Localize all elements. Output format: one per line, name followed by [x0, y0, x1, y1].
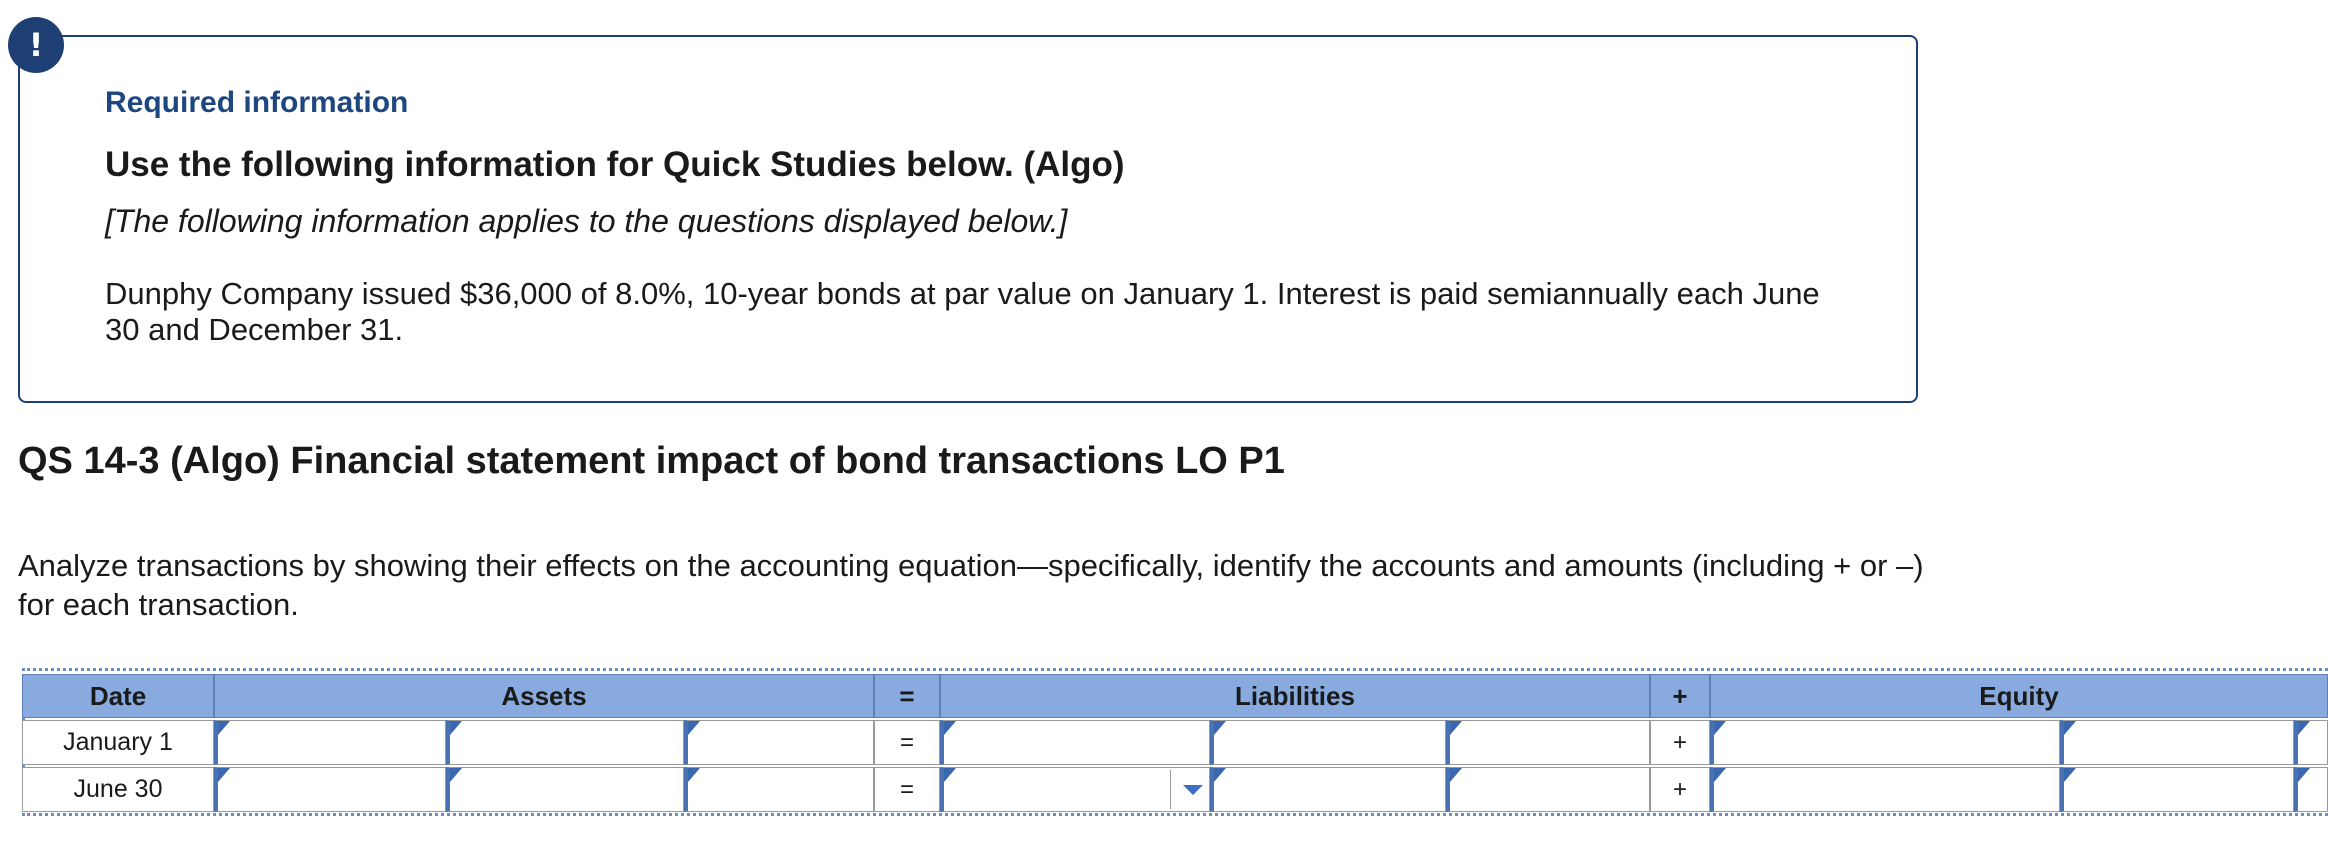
header-liabilities: Liabilities	[940, 674, 1650, 718]
liabilities-account-input[interactable]	[940, 720, 1210, 765]
assets-amount-input[interactable]	[684, 720, 874, 765]
required-info-label: Required information	[105, 86, 409, 119]
equity-amount-input[interactable]	[2294, 767, 2328, 812]
scenario-text: Dunphy Company issued $36,000 of 8.0%, 10-year bonds at par value on January 1. Interest is paid semiannually each June 30 and December 31.	[105, 276, 1820, 347]
liabilities-account-select[interactable]	[940, 767, 1210, 812]
liabilities-amount-input[interactable]	[1446, 720, 1650, 765]
header-equity: Equity	[1710, 674, 2328, 718]
liabilities-amount-input[interactable]	[1446, 767, 1650, 812]
plus-sign: +	[1650, 767, 1710, 812]
assets-amount-input[interactable]	[446, 767, 684, 812]
equity-account-input[interactable]	[1710, 767, 2060, 812]
header-assets: Assets	[214, 674, 874, 718]
assets-account-input[interactable]	[214, 767, 446, 812]
question-title: QS 14-3 (Algo) Financial statement impact of bond transactions LO P1	[18, 440, 1285, 482]
chevron-down-icon[interactable]	[1183, 785, 1203, 795]
assets-amount-input[interactable]	[684, 767, 874, 812]
applies-note: [The following information applies to the questions displayed below.]	[105, 203, 1068, 239]
header-date: Date	[22, 674, 214, 718]
liabilities-amount-input[interactable]	[1210, 767, 1446, 812]
equals-sign: =	[874, 720, 940, 765]
assets-account-input[interactable]	[214, 720, 446, 765]
equity-account-input[interactable]	[1710, 720, 2060, 765]
alert-icon: !	[8, 17, 64, 73]
header-equals: =	[874, 674, 940, 718]
equity-amount-input[interactable]	[2060, 767, 2294, 812]
plus-sign: +	[1650, 720, 1710, 765]
equity-amount-input[interactable]	[2294, 720, 2328, 765]
row-date-june-30: June 30	[22, 767, 214, 812]
question-instructions: Analyze transactions by showing their effects on the accounting equation—specifically, identify the accounts and amounts (including + or –) for each transaction.	[18, 548, 1924, 622]
dropdown-divider	[1170, 770, 1171, 809]
header-plus: +	[1650, 674, 1710, 718]
liabilities-amount-input[interactable]	[1210, 720, 1446, 765]
info-heading: Use the following information for Quick Studies below. (Algo)	[105, 145, 1125, 184]
assets-amount-input[interactable]	[446, 720, 684, 765]
equals-sign: =	[874, 767, 940, 812]
row-date-january-1: January 1	[22, 720, 214, 765]
equity-amount-input[interactable]	[2060, 720, 2294, 765]
